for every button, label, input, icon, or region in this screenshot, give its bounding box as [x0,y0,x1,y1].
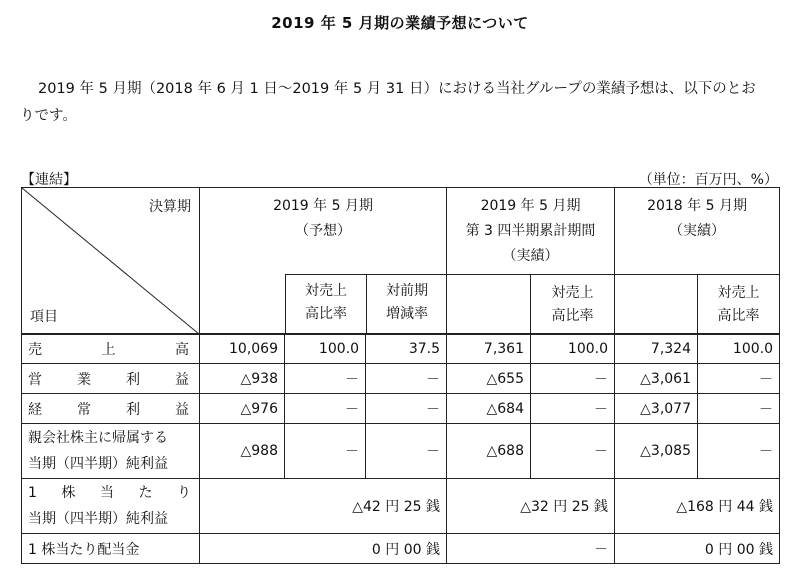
net-income-label-l2: 当期（四半期）純利益 [28,456,168,472]
op-prev-ratio: － [698,364,780,394]
label-char: 当 [99,485,114,501]
net-forecast-change: － [366,424,447,479]
op-forecast-value: △938 [200,364,285,394]
eps-prev-value: △168 円 44 銭 [615,479,780,534]
table-row-dividend [22,534,780,564]
sales-prev-ratio: 100.0 [698,334,780,364]
op-q3-ratio: － [531,364,615,394]
forecast-ratio-subheader-l1: 対売上 [305,283,347,299]
net-prev-ratio: － [698,424,780,479]
intro-paragraph [20,76,780,130]
table-row-net-income [22,424,780,479]
op-forecast-change: － [366,364,447,394]
q3-header-period: 2019 年 5 月期 [480,198,581,214]
table-row-ordinary-income [22,394,780,424]
forecast-subheaders [200,274,544,334]
prev-ratio-subheader-l1: 対売上 [717,284,760,301]
dps-prev-value: 0 円 00 銭 [615,534,780,564]
sales-forecast-ratio: 100.0 [285,334,366,364]
table-row-eps [22,479,780,534]
section-label: 【連結】 [21,172,77,188]
label-char: 1 [28,485,37,501]
row-label-ordinary-income [22,394,200,424]
sales-prev-value: 7,324 [615,334,698,364]
forecast-table-body [21,333,780,564]
sales-q3-ratio: 100.0 [531,334,615,364]
ord-forecast-value: △976 [200,394,285,424]
intro-line-2: りです。 [20,108,77,124]
eps-forecast-value: △42 円 25 銭 [200,479,447,534]
ord-forecast-change: － [366,394,447,424]
ord-prev-ratio: － [698,394,780,424]
dps-forecast-value: 0 円 00 銭 [200,534,447,564]
corner-item-label: 項目 [30,309,58,325]
net-prev-value: △3,085 [615,424,698,479]
q3-ratio-subheader-l1: 対売上 [551,284,594,301]
q3-group-header [447,188,615,275]
q3-header-type: （実績） [502,248,559,264]
prev-value-subheader [615,275,698,335]
forecast-header-type: （予想） [295,223,351,239]
label-char: 業 [77,371,91,388]
intro-line-1: 2019 年 5 月期（2018 年 6 月 1 日～2019 年 5 月 31 日）における当社グループの業績予想は、以下のとお [38,81,756,97]
sales-forecast-change: 37.5 [366,334,447,364]
net-q3-ratio: － [531,424,615,479]
op-prev-value: △3,061 [615,364,698,394]
label-char: 売 [28,341,42,358]
row-label-dividend: 1 株当たり配当金 [22,534,200,564]
ord-forecast-ratio: － [285,394,366,424]
op-q3-value: △655 [447,364,531,394]
forecast-subheader-divider-top [285,274,544,275]
prev-ratio-subheader [698,275,780,335]
dps-q3-value: － [447,534,615,564]
table-row-sales [22,334,780,364]
prev-header-period: 2018 年 5 月期 [647,198,747,214]
label-char: り [176,485,191,501]
unit-label: （単位：百万円、%） [638,172,778,188]
net-q3-value: △688 [447,424,531,479]
label-char: 常 [77,401,91,418]
label-char: 株 [61,485,76,501]
ord-q3-value: △684 [447,394,531,424]
net-forecast-ratio: － [285,424,366,479]
forecast-change-subheader [367,280,447,326]
q3-ratio-subheader-l2: 高比率 [551,307,594,324]
prev-group-header [615,188,780,275]
op-forecast-ratio: － [285,364,366,394]
forecast-ratio-subheader-l2: 高比率 [305,306,347,322]
eps-label-l2: 当期（四半期）純利益 [28,511,168,527]
forecast-ratio-subheader [286,280,366,326]
label-char: 経 [28,401,42,418]
table-row-operating-income [22,364,780,394]
prev-ratio-subheader-l2: 高比率 [717,307,760,324]
q3-header-term: 第 3 四半期累計期間 [465,223,596,239]
eps-q3-value: △32 円 25 銭 [447,479,615,534]
sales-q3-value: 7,361 [447,334,531,364]
net-forecast-value: △988 [200,424,285,479]
row-label-net-income [22,424,200,479]
label-char: 利 [126,401,140,418]
corner-period-label: 決算期 [149,199,191,215]
prev-header-type: （実績） [669,223,726,239]
ord-prev-value: △3,077 [615,394,698,424]
label-char: 上 [101,341,116,358]
label-char: 利 [126,371,140,388]
row-label-eps [22,479,200,534]
forecast-change-subheader-l2: 増減率 [386,306,428,322]
label-char: 高 [175,341,189,358]
forecast-header-period: 2019 年 5 月期 [273,198,373,214]
row-label-operating-income [22,364,200,394]
label-char: た [138,485,153,501]
row-label-sales [22,334,200,364]
label-char: 益 [175,401,189,418]
net-income-label-l1: 親会社株主に帰属する [28,430,168,446]
label-char: 営 [28,371,42,388]
document-title: 2019 年 5 月期の業績予想について [271,14,529,32]
label-char: 益 [175,371,189,388]
ord-q3-ratio: － [531,394,615,424]
corner-header-cell [22,188,200,335]
sales-forecast-value: 10,069 [200,334,285,364]
forecast-change-subheader-l1: 対前期 [386,283,428,299]
